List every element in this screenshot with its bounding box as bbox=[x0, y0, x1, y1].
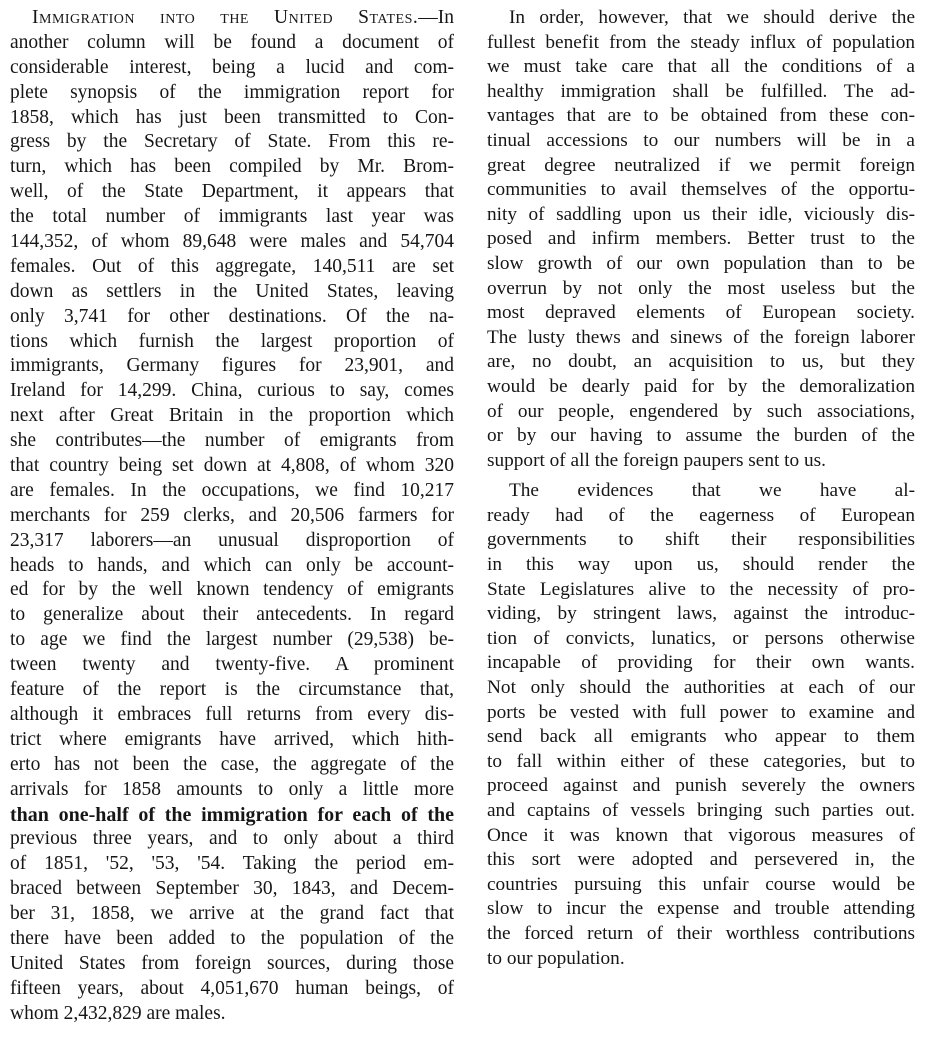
text-line: braced between September 30, 1843, and Decem- bbox=[10, 878, 454, 900]
text-line: this sort were adopted and persevered in, the bbox=[487, 849, 915, 871]
text-line bbox=[10, 6, 454, 31]
text-line: merchants for 259 clerks, and 20,506 farmers for bbox=[10, 504, 454, 526]
text-line: heads to hands, and which can only be account- bbox=[10, 554, 454, 576]
text-line: erto has not been the case, the aggregate of the bbox=[10, 753, 454, 775]
text-line: The evidences that we have al- bbox=[509, 480, 915, 502]
text-line: would be dearly paid for by the demoralization bbox=[487, 375, 915, 397]
text-line: another column will be found a document of bbox=[10, 31, 454, 53]
text-line: ber 31, 1858, we arrive at the grand fact that bbox=[10, 903, 454, 925]
text-line: tween twenty and twenty-five. A prominent bbox=[10, 654, 454, 676]
text-line: in this way upon us, should render the bbox=[487, 554, 915, 576]
text-line: previous three years, and to only about a third bbox=[10, 828, 454, 850]
text-line: tinual accessions to our numbers will be in a bbox=[487, 129, 915, 151]
text-line: arrivals for 1858 amounts to only a little more bbox=[10, 778, 454, 800]
text-line: overrun by not only the most useless but the bbox=[487, 277, 915, 299]
left-column bbox=[10, 6, 454, 1027]
text-line: In order, however, that we should derive the bbox=[509, 7, 915, 28]
text-line: incapable of providing for their own wants. bbox=[487, 652, 915, 674]
text-line: send back all emigrants who appear to them bbox=[487, 726, 915, 748]
text-line: only 3,741 for other destinations. Of the na- bbox=[10, 305, 454, 327]
text-line: considerable interest, being a lucid and com- bbox=[10, 56, 454, 78]
article-title: Immigration into the United States. bbox=[32, 7, 419, 28]
text-line: tion of convicts, lunatics, or persons otherwise bbox=[487, 627, 915, 649]
text-line: that country being set down at 4,808, of whom 320 bbox=[10, 455, 454, 477]
text-line: ed for by the well known tendency of emigrants bbox=[10, 579, 454, 601]
text-line: 144,352, of whom 89,648 were males and 54,704 bbox=[10, 231, 454, 253]
text-line: down as settlers in the United States, leaving bbox=[10, 280, 454, 302]
text-line: healthy immigration shall be fulfilled. The ad- bbox=[487, 80, 915, 102]
text-line: proceed against and punish severely the owners bbox=[487, 775, 915, 797]
text-line: slow to incur the expense and trouble attending bbox=[487, 898, 915, 920]
text-line: or by our having to assume the burden of the bbox=[487, 425, 915, 447]
text-line: immigrants, Germany figures for 23,901, and bbox=[10, 355, 454, 377]
text-line: are, no doubt, an acquisition to us, but they bbox=[487, 351, 915, 373]
text-line: next after Great Britain in the proportion which bbox=[10, 405, 454, 427]
text-line: of our people, engendered by such associations, bbox=[487, 400, 915, 422]
text-line: well, of the State Department, it appears that bbox=[10, 181, 454, 203]
text-line: than one-half of the immigration for each of the bbox=[10, 803, 454, 826]
text-line: she contributes—the number of emigrants from bbox=[10, 430, 454, 452]
text-line: posed and infirm members. Better trust to the bbox=[487, 228, 915, 250]
text-line: to generalize about their antecedents. In regard bbox=[10, 604, 454, 626]
text-line: United States from foreign sources, during those bbox=[10, 952, 454, 974]
text-line: to fall within either of these categories, but to bbox=[487, 750, 915, 772]
text-line: gress by the Secretary of State. From this re- bbox=[10, 131, 454, 153]
text-line: and captains of vessels bringing such parties out. bbox=[487, 800, 915, 821]
right-column bbox=[487, 6, 915, 971]
text-segment: —In bbox=[418, 7, 454, 28]
text-line: we must take care that all the conditions of a bbox=[487, 56, 915, 78]
text-line: tions which furnish the largest proportion of bbox=[10, 330, 454, 352]
text-line: fifteen years, about 4,051,670 human beings, of bbox=[10, 977, 454, 999]
text-line: slow growth of our own population than to be bbox=[487, 252, 915, 274]
text-line: Not only should the authorities at each of our bbox=[487, 677, 915, 699]
article-paragraph-1 bbox=[10, 6, 454, 1027]
text-line: most depraved elements of European society. bbox=[487, 302, 915, 324]
text-line: vantages that are to be obtained from these con- bbox=[487, 105, 915, 127]
text-line: of 1851, '52, '53, '54. Taking the period em- bbox=[10, 853, 454, 875]
text-line: fullest benefit from the steady influx of population bbox=[487, 31, 915, 53]
text-line: turn, which has been compiled by Mr. Brom- bbox=[10, 156, 454, 178]
text-line: Once it was known that vigorous measures of bbox=[487, 824, 915, 846]
text-line: females. Out of this aggregate, 140,511 are set bbox=[10, 255, 454, 277]
text-line: support of all the foreign paupers sent to us. bbox=[487, 449, 826, 471]
article-paragraph-3 bbox=[487, 479, 915, 971]
text-line: Ireland for 14,299. China, curious to say, comes bbox=[10, 380, 454, 402]
text-line: countries pursuing this unfair course would be bbox=[487, 873, 915, 895]
text-line: great degree neutralized if we permit foreign bbox=[487, 154, 915, 176]
text-line: governments to shift their responsibilities bbox=[487, 529, 915, 551]
text-line: communities to avail themselves of the opportu- bbox=[487, 179, 915, 201]
text-line: to age we find the largest number (29,538) be- bbox=[10, 629, 454, 651]
text-line: there have been added to the population of the bbox=[10, 927, 454, 949]
text-line: plete synopsis of the immigration report for bbox=[10, 81, 454, 103]
text-line: the total number of immigrants last year was bbox=[10, 206, 454, 228]
text-line: viding, by stringent laws, against the introduc- bbox=[487, 603, 915, 625]
text-line: 1858, which has just been transmitted to Con- bbox=[10, 106, 454, 128]
text-line: The lusty thews and sinews of the foreign laborer bbox=[487, 326, 915, 348]
text-line: ready had of the eagerness of European bbox=[487, 504, 915, 526]
text-line: nity of saddling upon us their idle, viciously dis- bbox=[487, 203, 915, 225]
article-paragraph-2 bbox=[487, 6, 915, 473]
text-line: State Legislatures alive to the necessity of pro- bbox=[487, 578, 915, 600]
text-line: to our population. bbox=[487, 947, 625, 969]
text-line: whom 2,432,829 are males. bbox=[10, 1002, 226, 1024]
text-line: feature of the report is the circumstance that, bbox=[10, 679, 454, 701]
text-line: the forced return of their worthless contributions bbox=[487, 922, 915, 944]
text-line: ports be vested with full power to examine and bbox=[487, 701, 915, 723]
text-line: 23,317 laborers—an unusual disproportion of bbox=[10, 529, 454, 551]
text-line: are females. In the occupations, we find 10,217 bbox=[10, 479, 454, 501]
text-line: trict where emigrants have arrived, which hith- bbox=[10, 728, 454, 750]
text-line: although it embraces full returns from every dis- bbox=[10, 703, 454, 725]
